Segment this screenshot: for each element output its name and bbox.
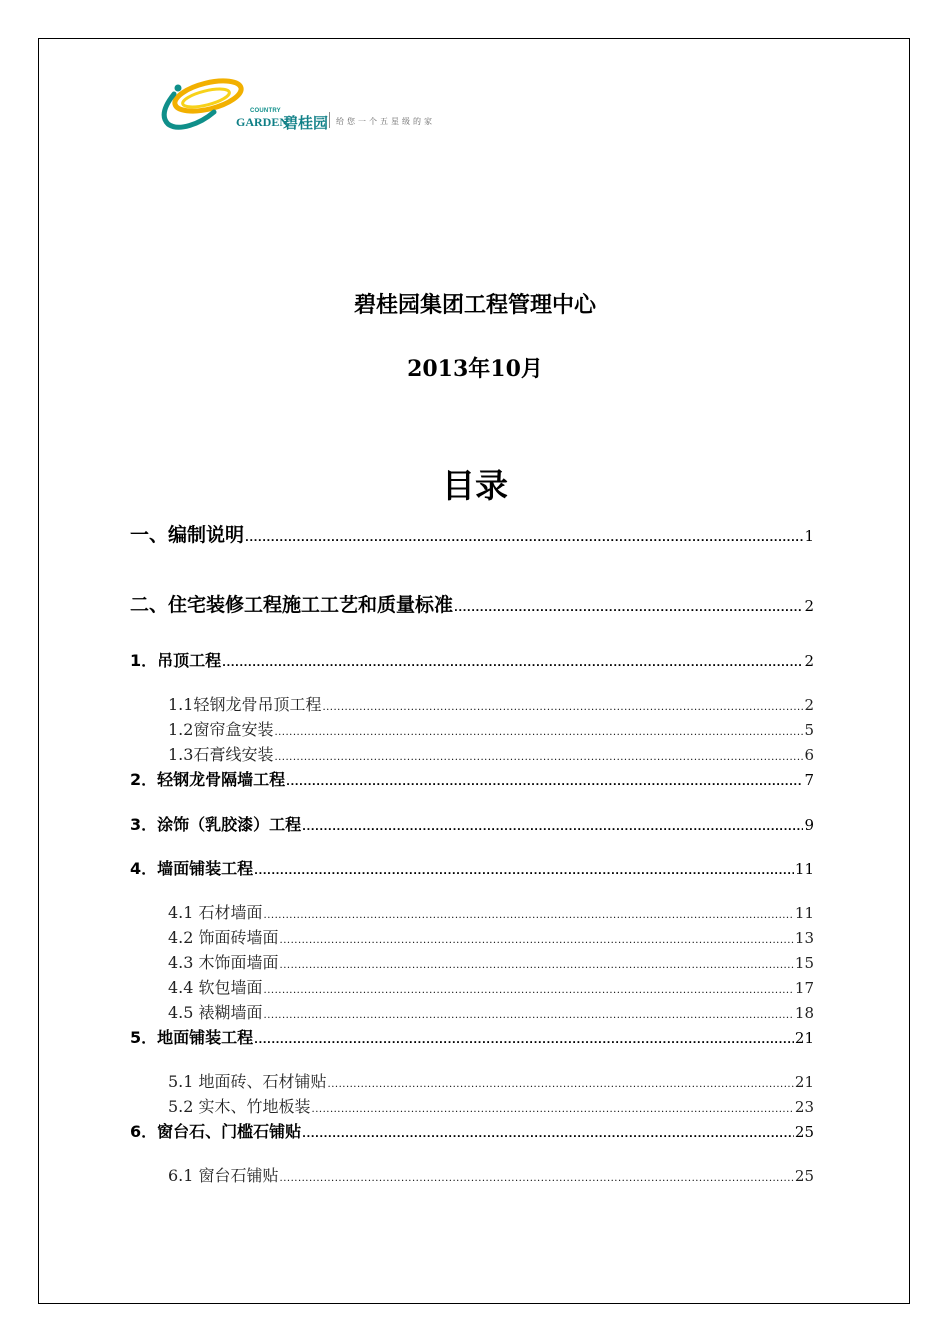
toc-dot-leader xyxy=(280,960,794,971)
toc-entry-label: 4.3 木饰面墙面 xyxy=(168,953,279,972)
toc-page-number: 23 xyxy=(794,1098,814,1116)
logo-slogan: 给您一个五星级的家 xyxy=(336,117,435,126)
toc-page-number: 9 xyxy=(804,816,814,834)
toc-page-number: 25 xyxy=(794,1123,814,1141)
toc-dot-leader xyxy=(328,1079,794,1090)
toc-entry[interactable] xyxy=(168,692,814,715)
toc-entry-label: 1.2窗帘盒安装 xyxy=(168,720,274,739)
toc-page-number: 11 xyxy=(794,904,814,922)
toc-entry[interactable] xyxy=(130,648,814,671)
toc-entry-label: 4.5 裱糊墙面 xyxy=(168,1003,263,1022)
toc-dot-leader xyxy=(222,658,803,669)
toc-dot-leader xyxy=(264,985,794,996)
toc-page-number: 18 xyxy=(794,1004,814,1022)
toc-dot-leader xyxy=(264,910,794,921)
toc-entry-label: 二、住宅装修工程施工工艺和质量标准 xyxy=(130,594,454,616)
toc-page-number: 2 xyxy=(804,652,814,670)
toc-dot-leader xyxy=(280,935,794,946)
toc-entry[interactable] xyxy=(130,767,814,790)
toc-entry-label: 5.2 实木、竹地板装 xyxy=(168,1097,311,1116)
toc-entry[interactable] xyxy=(168,925,814,948)
toc-entry[interactable] xyxy=(130,1025,814,1048)
toc-page-number: 6 xyxy=(804,746,814,764)
toc-dot-leader xyxy=(322,702,803,713)
toc-page-number: 25 xyxy=(794,1167,814,1185)
toc-entry-label: 1．吊顶工程 xyxy=(130,651,222,670)
company-logo xyxy=(156,78,446,134)
toc-entry-label: 1.1轻钢龙骨吊顶工程 xyxy=(168,695,322,714)
toc-entry-label: 3．涂饰（乳胶漆）工程 xyxy=(130,815,302,834)
logo-garden-text: GARDEN xyxy=(236,115,289,129)
toc-dot-leader xyxy=(274,752,803,763)
toc-entry[interactable] xyxy=(168,950,814,973)
toc-entry-label: 5.1 地面砖、石材铺贴 xyxy=(168,1072,327,1091)
toc-page-number: 15 xyxy=(794,954,814,972)
toc-dot-leader xyxy=(245,533,803,544)
logo-divider xyxy=(329,112,330,128)
toc-page-number: 21 xyxy=(794,1029,814,1047)
toc-entry-label: 4.4 软包墙面 xyxy=(168,978,263,997)
toc-dot-leader xyxy=(280,1173,794,1184)
toc-page-number: 13 xyxy=(794,929,814,947)
toc-entry[interactable] xyxy=(168,975,814,998)
toc-entry[interactable] xyxy=(168,1000,814,1023)
toc-entry[interactable] xyxy=(130,812,814,835)
toc-entry[interactable] xyxy=(168,1163,814,1186)
toc-title: 目录 xyxy=(442,466,508,505)
toc-page-number: 21 xyxy=(794,1073,814,1091)
organization-name: 碧桂园集团工程管理中心 xyxy=(353,293,596,318)
toc-dot-leader xyxy=(302,1129,794,1140)
toc-entry[interactable] xyxy=(130,1119,814,1142)
toc-entry-label: 2．轻钢龙骨隔墙工程 xyxy=(130,770,286,789)
toc-dot-leader xyxy=(312,1104,794,1115)
toc-dot-leader xyxy=(254,1035,794,1046)
toc-entry[interactable] xyxy=(130,856,814,879)
toc-entry[interactable] xyxy=(168,742,814,765)
toc-page-number: 7 xyxy=(804,771,814,789)
toc-entry[interactable] xyxy=(168,1069,814,1092)
toc-dot-leader xyxy=(264,1010,794,1021)
toc-entry-label: 一、编制说明 xyxy=(130,524,245,546)
toc-entry[interactable] xyxy=(168,717,814,740)
toc-page-number: 17 xyxy=(794,979,814,997)
toc-page-number: 2 xyxy=(804,597,814,615)
toc-entry-label: 4．墙面铺装工程 xyxy=(130,859,254,878)
toc-entry-label: 6.1 窗台石铺贴 xyxy=(168,1166,279,1185)
toc-entry-label: 4.2 饰面砖墙面 xyxy=(168,928,279,947)
toc-dot-leader xyxy=(274,727,803,738)
toc-dot-leader xyxy=(302,822,803,833)
toc-page-number: 2 xyxy=(804,696,814,714)
swoosh-logo-icon xyxy=(156,78,246,134)
toc-dot-leader xyxy=(254,866,794,877)
document-date: 2013年10月 xyxy=(407,356,543,382)
toc-entry-label: 5．地面铺装工程 xyxy=(130,1028,254,1047)
toc-page-number: 11 xyxy=(794,860,814,878)
toc-page-number: 1 xyxy=(804,527,814,545)
toc-entry[interactable] xyxy=(130,520,814,547)
toc-entry-label: 6．窗台石、门槛石铺贴 xyxy=(130,1122,302,1141)
logo-chinese-name: 碧桂园 xyxy=(283,114,329,132)
toc-entry[interactable] xyxy=(168,900,814,923)
toc-entry-label: 4.1 石材墙面 xyxy=(168,903,263,922)
toc-dot-leader xyxy=(286,777,803,788)
toc-entry[interactable] xyxy=(130,590,814,617)
logo-country-text: COUNTRY xyxy=(250,108,281,114)
toc-page-number: 5 xyxy=(804,721,814,739)
toc-entry-label: 1.3石膏线安装 xyxy=(168,745,274,764)
toc-dot-leader xyxy=(454,603,803,614)
toc-entry[interactable] xyxy=(168,1094,814,1117)
